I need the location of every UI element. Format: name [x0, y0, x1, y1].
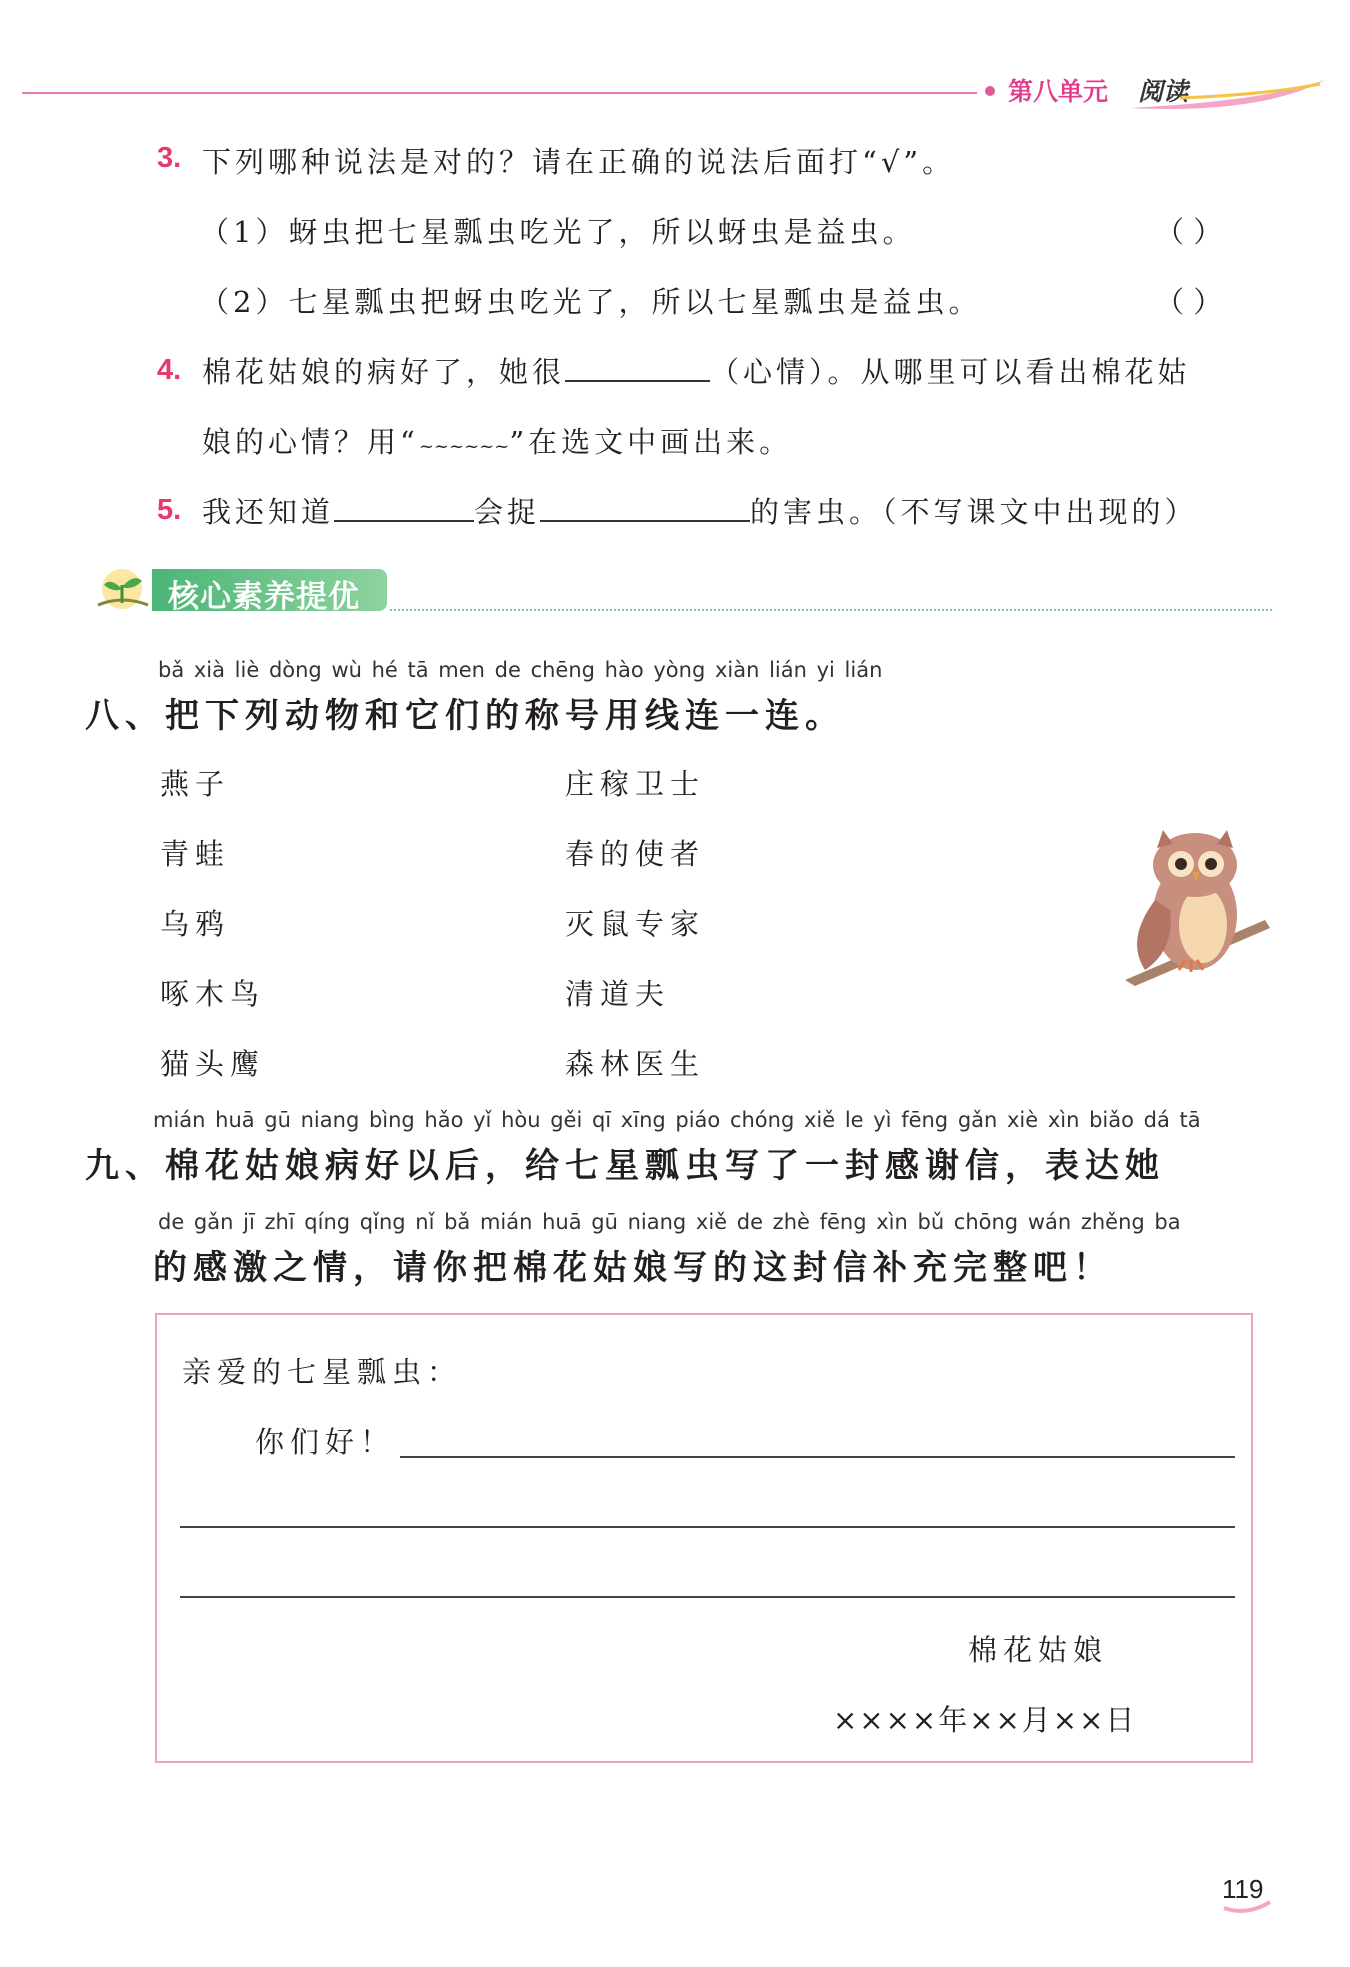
question-5-text-a: 我还知道: [202, 495, 335, 529]
banner-title: 核心素养提优: [168, 579, 360, 614]
section-9-title-2: 的感激之情，请你把棉花姑娘写的这封信补充完整吧！: [153, 1249, 1113, 1287]
header-swoosh-decoration: [1120, 74, 1330, 114]
sprout-icon: [90, 565, 160, 613]
header-rule: [22, 92, 977, 94]
letter-writing-line[interactable]: [400, 1456, 1235, 1458]
letter-signature: 棉花姑娘: [968, 1633, 1109, 1667]
question-3-item-2-answer-box[interactable]: （ ）: [1155, 285, 1223, 319]
section-label: 阅读: [1138, 78, 1189, 106]
animal-item[interactable]: 乌鸦: [160, 907, 231, 941]
animal-title-item[interactable]: 森林医生: [565, 1047, 706, 1081]
page-number-swoosh: [1222, 1898, 1272, 1914]
question-3-item-2: （2）七星瓢虫把蚜虫吃光了，所以七星瓢虫是益虫。: [200, 285, 982, 319]
letter-salutation: 亲爱的七星瓢虫：: [182, 1355, 463, 1389]
question-4-text-a: 棉花姑娘的病好了，她很: [202, 355, 566, 389]
question-3-number: 3.: [157, 142, 182, 174]
question-4-text-d: ”在选文中画出来。: [509, 425, 793, 459]
question-4-blank[interactable]: [565, 352, 710, 382]
section-9-title-1: 九、棉花姑娘病好以后，给七星瓢虫写了一封感谢信，表达她: [85, 1147, 1165, 1185]
question-4-line-1: [202, 350, 1191, 391]
question-4-number: 4.: [157, 354, 182, 386]
animal-title-item[interactable]: 春的使者: [565, 837, 706, 871]
animal-title-item[interactable]: 庄稼卫士: [565, 767, 706, 801]
unit-label: 第八单元: [1008, 78, 1109, 106]
core-literacy-banner: [90, 565, 390, 613]
animal-title-item[interactable]: 灭鼠专家: [565, 907, 706, 941]
owl-illustration: [1115, 820, 1275, 990]
question-4-text-b: （心情）。从哪里可以看出棉花姑: [710, 355, 1191, 389]
animal-title-item[interactable]: 清道夫: [565, 977, 671, 1011]
question-5-line: [202, 490, 1198, 531]
banner-dotted-rule: [390, 609, 1272, 611]
animal-item[interactable]: 猫头鹰: [160, 1047, 266, 1081]
question-5-text-c: 的害虫。（不写课文中出现的）: [750, 495, 1198, 529]
question-4-line-2: [202, 420, 792, 461]
question-4-text-c: 娘的心情？用“: [202, 425, 419, 459]
question-5-text-b: 会捉: [474, 495, 541, 529]
header-dot: [985, 86, 995, 96]
question-5-number: 5.: [157, 494, 182, 526]
animal-item[interactable]: 青蛙: [160, 837, 231, 871]
question-3-item-1-answer-box[interactable]: （ ）: [1155, 215, 1223, 249]
page-number: 119: [1222, 1874, 1264, 1904]
animal-item[interactable]: 燕子: [160, 767, 231, 801]
animal-item[interactable]: 啄木鸟: [160, 977, 266, 1011]
section-8-pinyin: bǎ xià liè dòng wù hé tā men de chēng hào yòng xiàn lián yi lián: [158, 658, 883, 682]
question-5-blank-2[interactable]: [540, 492, 750, 522]
letter-greeting: 你们好！: [255, 1425, 396, 1459]
question-5-blank-1[interactable]: [334, 492, 474, 522]
wavy-line-symbol: ~~~~~~: [418, 436, 510, 457]
question-3-item-1: （1）蚜虫把七星瓢虫吃光了，所以蚜虫是益虫。: [200, 215, 916, 249]
letter-writing-line[interactable]: [180, 1596, 1235, 1598]
letter-writing-line[interactable]: [180, 1526, 1235, 1528]
section-9-pinyin-2: de gǎn jī zhī qíng qǐng nǐ bǎ mián huā gū niang xiě de zhè fēng xìn bǔ chōng wán zhěng ba: [158, 1210, 1181, 1234]
letter-date: ××××年××月××日: [833, 1703, 1137, 1737]
section-8-title: 八、把下列动物和它们的称号用线连一连。: [85, 697, 845, 735]
section-9-pinyin-1: mián huā gū niang bìng hǎo yǐ hòu gěi qī xīng piáo chóng xiě le yì fēng gǎn xiè xìn biǎo dá tā: [153, 1108, 1201, 1132]
question-3-text: 下列哪种说法是对的？请在正确的说法后面打“√”。: [202, 145, 956, 179]
